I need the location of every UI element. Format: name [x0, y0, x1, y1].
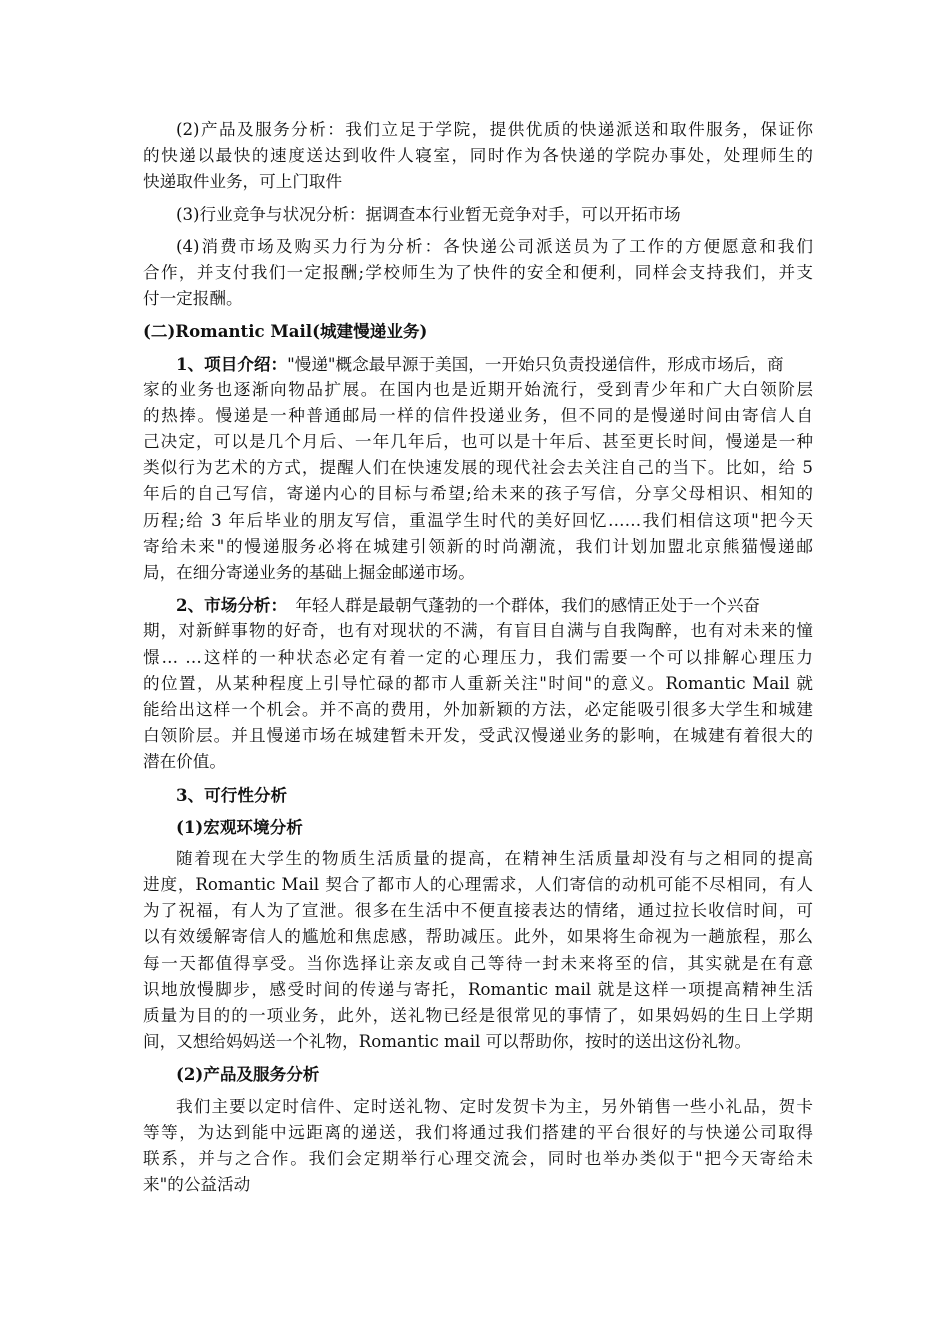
- text-line: 局，在细分寄递业务的基础上掘金邮递市场。: [143, 563, 475, 582]
- section-heading: [143, 814, 813, 840]
- text-line: 的热捧。慢递是一种普通邮局一样的信件投递业务，但不同的是慢递时间由寄信人自: [143, 405, 813, 425]
- text-line: 质量为目的的一项业务，此外，送礼物已经是很常见的事情了，如果妈妈的生日上学期: [143, 1006, 813, 1025]
- line-text: 年轻人群是最朝气蓬勃的一个群体，我们的感情正处于一个兴奋: [278, 596, 761, 616]
- text-line: 的位置，从某种程度上引导忙碌的都市人重新关注"时间"的意义。Romantic Mail 就: [143, 673, 813, 693]
- text-line: 的快递以最快的速度送达到收件人寝室，同时作为各快递的学院办事处，处理师生的: [143, 146, 813, 166]
- text-line: 3、可行性分析: [176, 784, 288, 805]
- text-line: (4)消费市场及购买力行为分析：各快递公司派送员为了工作的方便愿意和我们: [176, 236, 813, 256]
- text-line: (2)产品及服务分析：我们立足于学院，提供优质的快递派送和取件服务，保证你: [176, 120, 813, 139]
- text-line: 进度，Romantic Mail 契合了都市人的心理需求，人们寄信的动机可能不尽相同，有人: [143, 875, 813, 895]
- paragraph: [143, 351, 813, 587]
- text-line: 潜在价值。: [143, 752, 226, 772]
- text-line: 类似行为艺术的方式，提醒人们在快速发展的现代社会去关注自己的当下。比如，给 5: [143, 458, 813, 478]
- text-line: (3)行业竞争与状况分析：据调查本行业暂无竞争对手，可以开拓市场: [176, 204, 681, 224]
- section-heading: [143, 318, 813, 344]
- text-line: 每一天都值得享受。当你选择让亲友或自己等待一封未来将至的信，其实就是在有意: [143, 953, 813, 973]
- text-line: 憬… …这样的一种状态必定有着一定的心理压力，我们需要一个可以排解心理压力: [143, 647, 813, 667]
- text-line: 期，对新鲜事物的好奇，也有对现状的不满，有盲目自满与自我陶醉，也有对未来的憧: [143, 621, 813, 641]
- text-line: 来"的公益活动: [143, 1175, 251, 1195]
- text-line: 以有效缓解寄信人的尴尬和焦虑感，帮助减压。此外，如果将生命视为一趟旅程，那么: [143, 927, 813, 947]
- paragraph: [143, 234, 813, 313]
- paragraph: [143, 1094, 813, 1199]
- text-line: 付一定报酬。: [143, 289, 243, 309]
- paragraph: [143, 846, 813, 1056]
- text-line: 历程;给 3 年后毕业的朋友写信，重温学生时代的美好回忆……我们相信这项"把今天: [143, 510, 813, 530]
- section-heading: [143, 782, 813, 808]
- line-text: "慢递"概念最早源于美国，一开始只负责投递信件，形成市场后，商: [287, 354, 784, 374]
- paragraph: [143, 592, 813, 775]
- text-line: 寄给未来"的慢递服务必将在城建引领新的时尚潮流，我们计划加盟北京熊猫慢递邮: [143, 536, 813, 556]
- text-line: 我们主要以定时信件、定时送礼物、定时发贺卡为主，另外销售一些小礼品，贺卡: [176, 1096, 813, 1116]
- text-line: 白领阶层。并且慢递市场在城建暂未开发，受武汉慢递业务的影响，在城建有着很大的: [143, 726, 813, 746]
- text-line: 快递取件业务，可上门取件: [143, 172, 343, 192]
- text-line: 随着现在大学生的物质生活质量的提高，在精神生活质量却没有与之相同的提高: [176, 848, 813, 868]
- text-line: 合作，并支付我们一定报酬;学校师生为了快件的安全和便利，同样会支持我们，并支: [143, 262, 813, 282]
- paragraph: [143, 117, 813, 196]
- text-line: (1)宏观环境分析: [176, 816, 303, 837]
- text-line: 识地放慢脚步，感受时间的传递与寄托，Romantic mail 就是这样一项提高精神生活: [143, 979, 813, 999]
- text-line: [143, 351, 813, 377]
- text-line: 间，又想给妈妈送一个礼物，Romantic mail 可以帮助你，按时的送出这份礼物。: [143, 1032, 752, 1052]
- paragraph: [143, 202, 813, 228]
- section-heading: [143, 1061, 813, 1087]
- paragraph-lead: 1、项目介绍：: [176, 353, 288, 374]
- text-line: 等等，为达到能中远距离的递送，我们将通过我们搭建的平台很好的与快递公司取得: [143, 1122, 813, 1142]
- text-line: (二)Romantic Mail(城建慢递业务): [143, 321, 428, 342]
- text-line: 家的业务也逐渐向物品扩展。在国内也是近期开始流行，受到青少年和广大白领阶层: [143, 379, 813, 399]
- text-line: 联系，并与之合作。我们会定期举行心理交流会，同时也举办类似于"把今天寄给未: [143, 1148, 813, 1168]
- text-line: 为了祝福，有人为了宣泄。很多在生活中不便直接表达的情绪，通过拉长收信时间，可: [143, 901, 813, 921]
- document-page: [143, 117, 813, 1198]
- paragraph-lead: 2、市场分析：: [176, 595, 279, 616]
- text-line: 能给出这样一个机会。并不高的费用，外加新颖的方法，必定能吸引很多大学生和城建: [143, 699, 813, 719]
- text-line: (2)产品及服务分析: [176, 1064, 320, 1085]
- text-line: 己决定，可以是几个月后、一年几年后，也可以是十年后、甚至更长时间，慢递是一种: [143, 432, 813, 452]
- text-line: [143, 592, 813, 618]
- text-line: 年后的自己写信，寄递内心的目标与希望;给未来的孩子写信，分享父母相识、相知的: [143, 484, 813, 504]
